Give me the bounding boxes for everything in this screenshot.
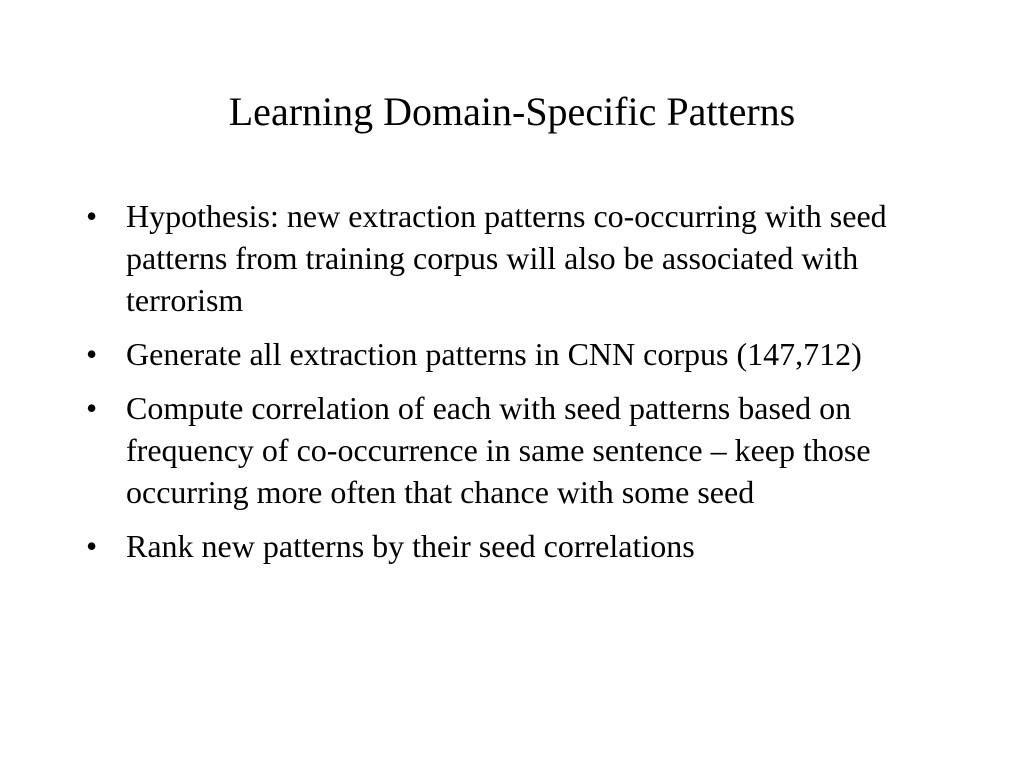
slide-title: Learning Domain-Specific Patterns	[228, 89, 796, 134]
bullet-text: Generate all extraction patterns in CNN corpus (147,712)	[126, 336, 862, 372]
bullet-list	[86, 195, 936, 579]
bullet-text: Rank new patterns by their seed correlations	[126, 528, 695, 564]
bullet-item-hypothesis	[86, 195, 936, 321]
bullet-item-compute-correlation	[86, 387, 936, 513]
bullet-text: Hypothesis: new extraction patterns co-occurring with seed patterns from training corpus will also be associated with terrorism	[126, 198, 887, 318]
bullet-icon: •	[86, 390, 98, 426]
bullet-item-generate-patterns	[86, 333, 936, 375]
bullet-icon: •	[86, 336, 98, 372]
bullet-text: Compute correlation of each with seed patterns based on frequency of co-occurrence in same sentence – keep those occurring more often that chance with some seed	[126, 390, 871, 510]
bullet-icon: •	[86, 528, 98, 564]
bullet-item-rank-patterns	[86, 525, 936, 567]
bullet-icon: •	[86, 198, 98, 234]
